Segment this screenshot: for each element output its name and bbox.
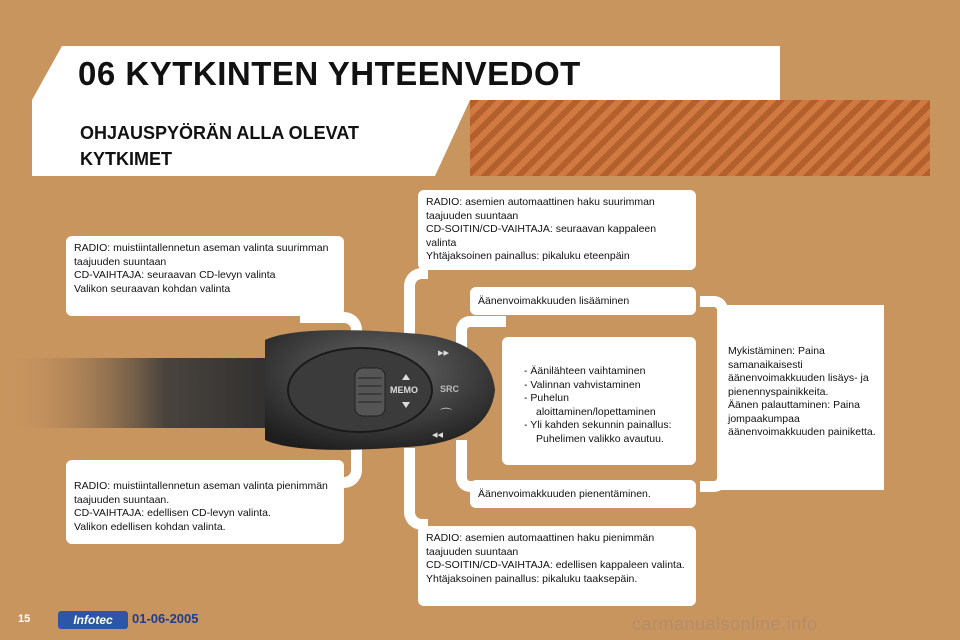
label-radio-next-preset: RADIO: muistiintallennetun aseman valinta suurimman taajuuden suuntaan CD-VAIHTAJA: seuraavan CD-levyn valinta Valikon seuraavan kohdan valinta	[66, 236, 344, 316]
section-subtitle: OHJAUSPYÖRÄN ALLA OLEVAT KYTKIMET	[80, 123, 360, 169]
label-radio-previous-preset: RADIO: muistiintallennetun aseman valinta pienimmän taajuuden suuntaan. CD-VAIHTAJA: edellisen CD-levyn valinta. Valikon edellisen kohdan valinta.	[66, 460, 344, 544]
label-radio-seek-up: RADIO: asemien automaattinen haku suurimman taajuuden suuntaan CD-SOITIN/CD-VAIHTAJA: seuraavan kappaleen valinta Yhtäjaksoinen painallus: pikaluku eteenpäin	[418, 190, 696, 270]
label-center-button	[502, 337, 696, 465]
memo-label: MEMO	[390, 385, 418, 395]
steering-stalk-illustration	[0, 320, 520, 470]
thumbwheel[interactable]	[355, 368, 385, 416]
infotec-logo: Infotec	[58, 611, 128, 629]
striped-decoration	[470, 100, 930, 176]
label-volume-down: Äänenvoimakkuuden pienentäminen.	[470, 480, 696, 508]
edition-date: 01-06-2005	[132, 611, 199, 626]
label-mute: Mykistäminen: Paina samanaikaisesti äänenvoimakkuuden lisäys- ja pienennyspainikkeita. Äänen palauttaminen: Paina jompaakumpaa äänenvoimakkuuden painiketta.	[720, 305, 884, 490]
page-title: 06 KYTKINTEN YHTEENVEDOT	[78, 55, 581, 92]
src-label: SRC	[440, 384, 460, 394]
page-number: 15	[18, 613, 31, 625]
phone-icon: ⌒	[440, 407, 453, 421]
rewind-icon: ◂◂	[432, 428, 444, 441]
label-radio-seek-down: RADIO: asemien automaattinen haku pienimmän taajuuden suuntaan CD-SOITIN/CD-VAIHTAJA: edellisen kappaleen valinta. Yhtäjaksoinen painallus: pikaluku taaksepäin.	[418, 526, 696, 606]
stalk-arm	[0, 358, 300, 428]
watermark: carmanualsonline.info	[632, 614, 818, 634]
center-button-list: - Äänilähteen vaihtaminen - Valinnan vahvistaminen - Puhelun aloittaminen/lopettaminen - Yli kahden sekunnin painallus: Puhelimen valikko avautuu.	[510, 365, 688, 446]
label-volume-up: Äänenvoimakkuuden lisääminen	[470, 287, 696, 315]
fast-forward-icon: ▸▸	[438, 346, 450, 359]
